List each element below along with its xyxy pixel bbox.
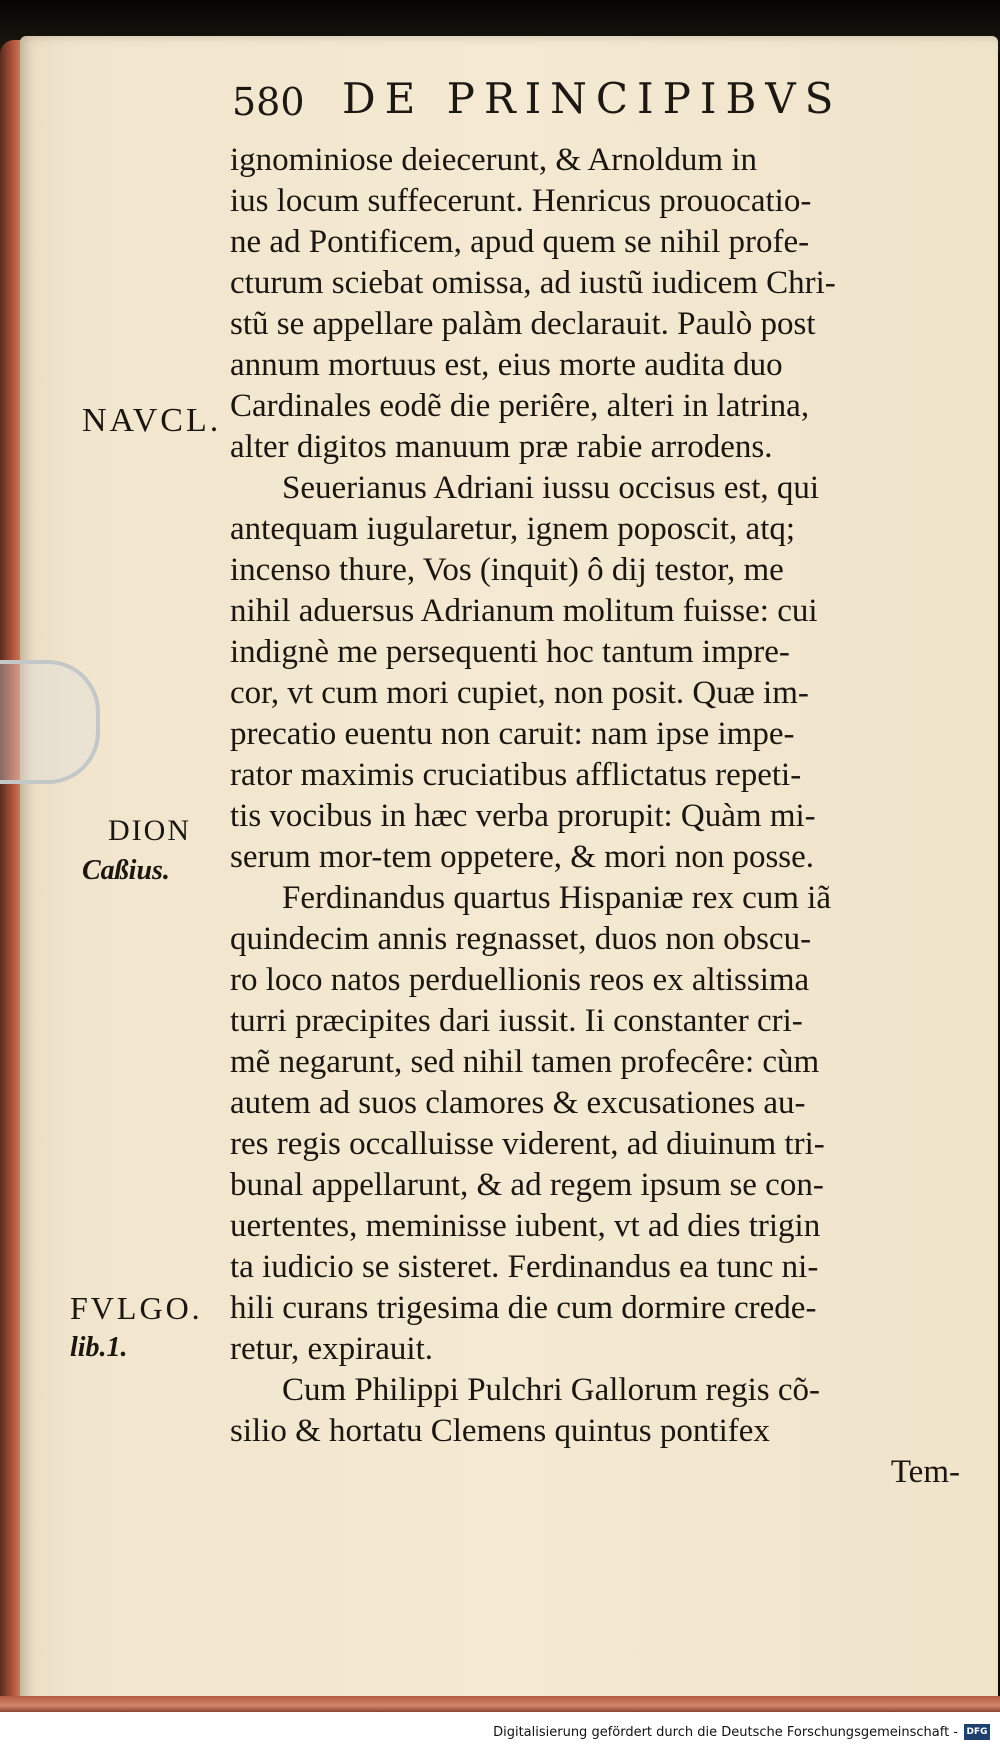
- text-line: ius locum suffecerunt. Henricus prouocatio-: [230, 183, 812, 219]
- text-line: tis vocibus in hæc verba prorupit: Quàm mi-: [230, 798, 816, 834]
- text-line: quindecim annis regnasset, duos non obscu-: [230, 921, 812, 957]
- text-line: alter digitos manuum præ rabie arrodens.: [230, 429, 773, 465]
- text-line: turri præcipites dari iussit. Ii constanter cri-: [230, 1003, 803, 1039]
- margin-note: Caßius.: [82, 855, 170, 886]
- text-line: Ferdinandus quartus Hispaniæ rex cum iã: [282, 880, 831, 916]
- running-head: DE PRINCIPIBVS: [342, 74, 843, 123]
- text-line: serum mor-tem oppetere, & mori non posse.: [230, 839, 815, 875]
- text-line: rator maximis cruciatibus afflictatus repeti-: [230, 757, 802, 793]
- page-number: 580: [232, 80, 305, 124]
- text-line: ta iudicio se sisteret. Ferdinandus ea tunc ni-: [230, 1249, 819, 1285]
- book-bottom-edge: [0, 1696, 1000, 1712]
- text-line: ne ad Pontificem, apud quem se nihil profe-: [230, 224, 810, 260]
- dfg-logo: DFG: [964, 1724, 990, 1740]
- text-line: nihil aduersus Adrianum molitum fuisse: cui: [230, 593, 818, 629]
- margin-note: DION: [108, 814, 191, 847]
- digitization-footer: [493, 1722, 990, 1742]
- text-line: Seuerianus Adriani iussu occisus est, qui: [282, 470, 820, 506]
- text-line: autem ad suos clamores & excusationes au-: [230, 1085, 806, 1121]
- page-clip: [0, 660, 100, 784]
- text-line: Cum Philippi Pulchri Gallorum regis cõ-: [282, 1372, 821, 1408]
- text-line: silio & hortatu Clemens quintus pontifex: [230, 1413, 770, 1449]
- text-line: bunal appellarunt, & ad regem ipsum se con-: [230, 1167, 824, 1203]
- text-line: hili curans trigesima die cum dormire crede-: [230, 1290, 817, 1326]
- text-line: Cardinales eodẽ die periêre, alteri in latrina,: [230, 388, 810, 424]
- text-line: retur, expirauit.: [230, 1331, 434, 1367]
- footer-credit: Digitalisierung gefördert durch die Deutsche Forschungsgemeinschaft -: [493, 1724, 958, 1740]
- text-line: incenso thure, Vos (inquit) ô dij testor, me: [230, 552, 784, 588]
- margin-note: FVLGO.: [70, 1290, 203, 1326]
- catchword: Tem-: [890, 1454, 960, 1490]
- body-text: [230, 140, 960, 1540]
- margin-note: lib.1.: [70, 1332, 128, 1363]
- text-line: uertentes, meminisse iubent, vt ad dies trigin: [230, 1208, 821, 1244]
- page-header: [232, 74, 942, 134]
- text-line: ro loco natos perduellionis reos ex altissima: [230, 962, 810, 998]
- text-line: stũ se appellare palàm declarauit. Paulò post: [230, 306, 816, 342]
- text-line: antequam iugularetur, ignem poposcit, atq;: [230, 511, 796, 547]
- text-line: ignominiose deiecerunt, & Arnoldum in: [230, 142, 758, 178]
- text-line: precatio euentu non caruit: nam ipse impe-: [230, 716, 795, 752]
- text-line: mẽ negarunt, sed nihil tamen profecêre: cùm: [230, 1044, 820, 1080]
- margin-note: NAVCL.: [82, 402, 222, 439]
- text-line: res regis occalluisse viderent, ad diuinum tri-: [230, 1126, 825, 1162]
- text-line: annum mortuus est, eius morte audita duo: [230, 347, 783, 383]
- text-line: cor, vt cum mori cupiet, non posit. Quæ im-: [230, 675, 809, 711]
- text-line: cturum sciebat omissa, ad iustũ iudicem Chri-: [230, 265, 836, 301]
- text-line: indignè me persequenti hoc tantum impre-: [230, 634, 790, 670]
